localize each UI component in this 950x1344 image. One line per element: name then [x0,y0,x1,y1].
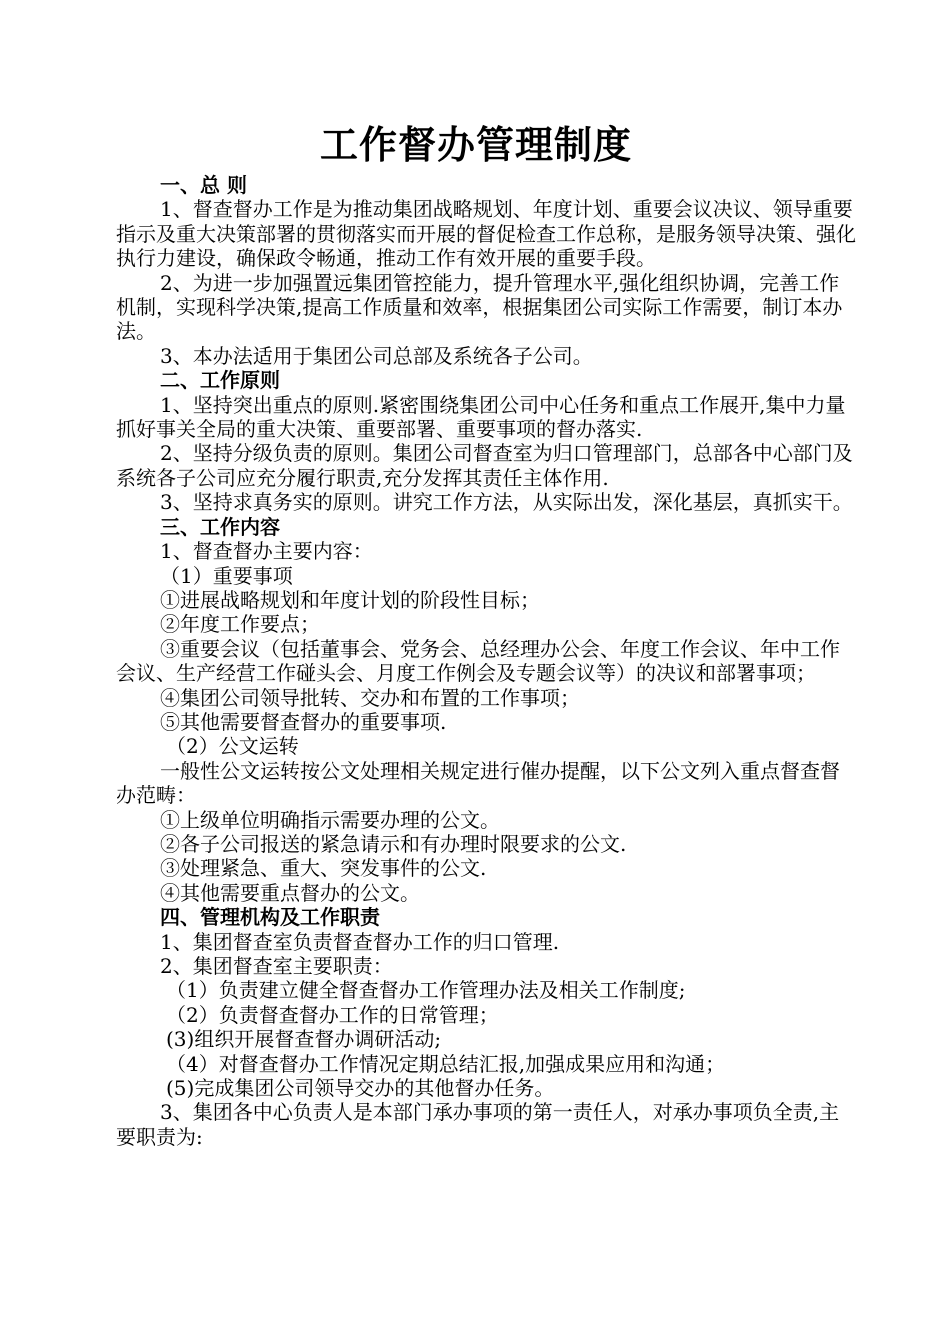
paragraph: ①上级单位明确指示需要办理的公文。 [160,807,500,832]
document-title: 工作督办管理制度 [319,122,632,167]
paragraph: ②各子公司报送的紧急请示和有办理时限要求的公文. [160,831,627,856]
paragraph: 2、集团督查室主要职责： [160,954,393,978]
paragraph: ④集团公司领导批转、交办和布置的工作事项； [160,685,580,710]
paragraph: 1、督查督办工作是为推动集团战略规划、年度计划、重要会议决议、领导重要指示及重大决策部署的贯彻落实而开展的督促检查工作总称，是服务领导决策、强化执行力建设，确保政令畅通，推动工作有效开展的重要手段。 [116,197,856,271]
paragraph: 3、坚持求真务实的原则。讲究工作方法，从实际出发，深化基层，真抓实干。 [160,490,853,515]
section-heading: 三、工作内容 [160,514,280,539]
paragraph: 2、为进一步加强置远集团管控能力，提升管理水平,强化组织协调，完善工作机制，实现科学决策,提高工作质量和效率，根据集团公司实际工作需要，制订本办法。 [116,270,843,344]
paragraph: （2）负责督查督办工作的日常管理； [166,1002,499,1027]
paragraph: 3、本办法适用于集团公司总部及系统各子公司。 [160,343,593,368]
paragraph: ①进展战略规划和年度计划的阶段性目标； [160,587,540,612]
section-heading: 二、工作原则 [160,368,280,393]
paragraph: ③重要会议（包括董事会、党务会、总经理办公会、年度工作会议、年中工作会议、生产经营工作碰头会、月度工作例会及专题会议等）的决议和部署事项； [116,636,840,686]
document-body [116,173,856,1149]
paragraph: ⑤其他需要督查督办的重要事项. [160,709,447,734]
paragraph: 2、坚持分级负责的原则。集团公司督查室为归口管理部门，总部各中心部门及系统各子公司应充分履行职责,充分发挥其责任主体作用. [116,441,853,490]
paragraph: （2）公文运转 [166,734,299,759]
paragraph: ②年度工作要点； [160,612,320,637]
paragraph: ③处理紧急、重大、突发事件的公文. [160,856,487,881]
paragraph: (5)完成集团公司领导交办的其他督办任务。 [166,1076,555,1101]
paragraph: 3、集团各中心负责人是本部门承办事项的第一责任人，对承办事项负全责,主要职责为: [116,1100,840,1149]
paragraph: 1、坚持突出重点的原则.紧密围绕集团公司中心任务和重点工作展开,集中力量抓好事关全局的重大决策、重要部署、重要事项的督办落实. [116,392,846,442]
paragraph: (3)组织开展督查督办调研活动; [166,1027,442,1052]
paragraph: ④其他需要重点督办的公文。 [160,880,420,905]
paragraph: （1）负责建立健全督查督办工作管理办法及相关工作制度; [166,978,686,1003]
paragraph: 1、集团督查室负责督查督办工作的归口管理. [160,929,560,954]
section-heading: 一、总 则 [160,173,247,197]
section-heading: 四、管理机构及工作职责 [160,905,380,930]
paragraph: （4）对督查督办工作情况定期总结汇报,加强成果应用和沟通； [166,1051,726,1076]
paragraph: 一般性公文运转按公文处理相关规定进行催办提醒，以下公文列入重点督查督办范畴： [116,758,840,808]
paragraph: 1、督查督办主要内容： [160,539,373,564]
paragraph: （1）重要事项 [160,563,293,588]
